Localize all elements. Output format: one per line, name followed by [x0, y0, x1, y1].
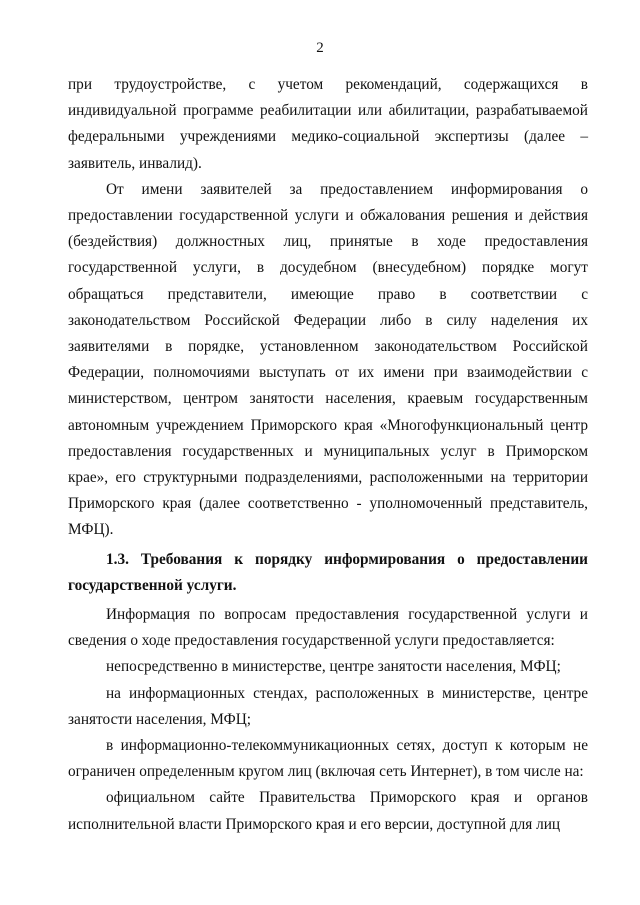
paragraph-eligibility-end: при трудоустройстве, с учетом рекомендаций, содержащихся в индивидуальной программе реабилитации или абилитации, разрабатываемой федеральными учреждениями медико-социальной экспертизы (далее – заявитель, инвалид).	[68, 76, 588, 172]
section-heading-1-3: 1.3. Требования к порядку информирования о предоставлении государственной услуги.	[68, 550, 588, 594]
paragraph-information-stands: на информационных стендах, расположенных в министерстве, центре занятости населения, МФЦ;	[68, 684, 588, 728]
paragraph-representatives: От имени заявителей за предоставлением информирования о предоставлении государственной услуги и обжалования решения и действия (бездействия) должностных лиц, принятые в ходе предоставления государственной услуги, в досудебном (внесудебном) порядке могут обращаться представители, имеющие право в соответствии с законодательством Российской Федерации либо в силу наделения их заявителями в порядке, установленном законодательством Российской Федерации, полномочиями выступать от их имени при взаимодействии с министерством, центром занятости населения, краевым государственным автономным учреждением Приморского края «Многофункциональный центр предоставления государственных и муниципальных услуг в Приморском крае», его структурными подразделениями, расположенными на территории Приморского края (далее соответственно - уполномоченный представитель, МФЦ).	[68, 180, 588, 539]
paragraph-directly-in-ministry: непосредственно в министерстве, центре занятости населения, МФЦ;	[106, 658, 561, 676]
paragraph-telecom-networks: в информационно-телекоммуникационных сетях, доступ к которым не ограничен определенным кругом лиц (включая сеть Интернет), в том числе на:	[68, 737, 588, 781]
paragraph-official-site: официальном сайте Правительства Приморского края и органов исполнительной власти Приморского края и его версии, доступной для лиц	[68, 789, 588, 833]
paragraph-information-provided: Информация по вопросам предоставления государственной услуги и сведения о ходе предоставления государственной услуги предоставляется:	[68, 606, 588, 650]
document-body	[68, 72, 588, 838]
page-number: 2	[316, 40, 324, 56]
